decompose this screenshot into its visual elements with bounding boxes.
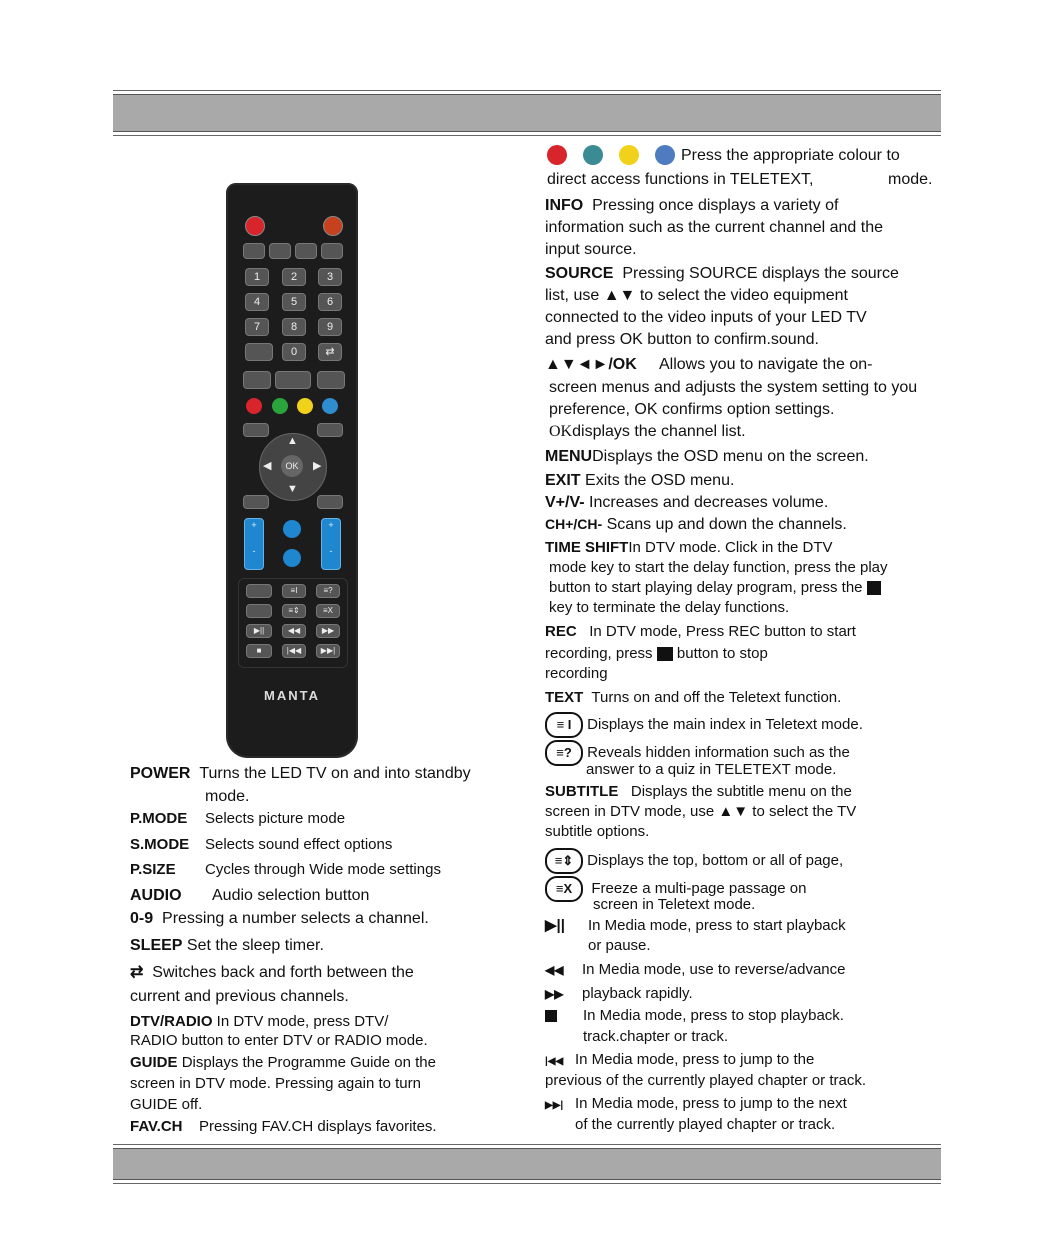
colour-desc-mode: mode. (888, 171, 933, 188)
reveal-desc: ≡? Reveals hidden information such as the (545, 740, 850, 766)
psize-desc: P.SIZE Cycles through Wide mode settings (130, 861, 441, 878)
function-key (246, 604, 272, 618)
rec-desc-cont: recording, press button to stop (545, 645, 768, 662)
arrow-up-icon: ▲ (287, 435, 298, 447)
guide-desc-cont: screen in DTV mode. Pressing again to turn (130, 1075, 421, 1092)
nav-desc-cont3: OKdisplays the channel list. (549, 423, 746, 440)
num-key-0: 0 (282, 343, 306, 361)
play-pause-icon: ▶|| (545, 917, 565, 934)
num-key-5: 5 (282, 293, 306, 311)
cyan-dot-icon (583, 145, 603, 165)
teletext-size-icon: ≡⇕ (545, 848, 583, 874)
fast-forward-icon: ▶▶ (545, 987, 564, 1001)
previous-icon: |◀◀ (545, 1056, 564, 1067)
forward-desc: ▶▶ playback rapidly. (545, 985, 693, 1002)
smode-desc: S.MODE Selects sound effect options (130, 836, 393, 853)
stop-icon (545, 1010, 557, 1022)
play-desc-cont: or pause. (588, 937, 651, 954)
header-bar (113, 94, 941, 132)
info-desc-cont: information such as the current channel and the (545, 219, 883, 236)
audio-desc: AUDIO Audio selection button (130, 887, 370, 904)
teletext-size-icon: ≡⇕ (282, 604, 306, 618)
sleep-desc: SLEEP Set the sleep timer. (130, 937, 324, 954)
fav-desc: FAV.CH Pressing FAV.CH displays favorites. (130, 1118, 437, 1135)
num-key-1: 1 (245, 268, 269, 286)
nav-desc-cont: screen menus and adjusts the system setting to you (549, 379, 918, 396)
text-desc: TEXT Turns on and off the Teletext function. (545, 689, 842, 706)
yellow-key-icon (297, 398, 313, 414)
guide-desc-cont2: GUIDE off. (130, 1096, 203, 1113)
num-key-6: 6 (318, 293, 342, 311)
volume-desc: V+/V- Increases and decreases volume. (545, 494, 829, 511)
mute-button-icon (323, 216, 343, 236)
yellow-dot-icon (619, 145, 639, 165)
previous-desc-cont: previous of the currently played chapter or track. (545, 1072, 866, 1089)
recall-desc: ⇄ Switches back and forth between the (130, 964, 414, 981)
next-icon: ▶▶| (316, 644, 340, 658)
brand-logo: MANTA (264, 688, 320, 703)
fast-forward-icon: ▶▶ (316, 624, 340, 638)
previous-icon: |◀◀ (282, 644, 306, 658)
function-key (275, 371, 311, 389)
footer-bar (113, 1148, 941, 1180)
stop-icon: ■ (246, 644, 272, 658)
timeshift-desc-cont: mode key to start the delay function, press the play (549, 559, 888, 576)
function-key-icon (283, 549, 301, 567)
function-key (295, 243, 317, 259)
teletext-index-icon: ≡I (282, 584, 306, 598)
power-desc: POWER Turns the LED TV on and into standby (130, 765, 471, 782)
timeshift-desc-cont3: key to terminate the delay functions. (549, 599, 790, 616)
teletext-reveal-icon: ≡? (316, 584, 340, 598)
channel-desc: CH+/CH- Scans up and down the channels. (545, 516, 847, 533)
num-key-8: 8 (282, 318, 306, 336)
nav-desc: ▲▼◄►/OK Allows you to navigate the on- (545, 356, 873, 373)
timeshift-desc-cont2: button to start playing delay program, press the (549, 578, 881, 598)
colour-desc: Press the appropriate colour to (681, 147, 900, 164)
num-key-7: 7 (245, 318, 269, 336)
rewind-icon: ◀◀ (545, 963, 564, 977)
ok-key: OK (281, 455, 303, 477)
colour-desc-cont: direct access functions in TELETEXT, (547, 171, 814, 188)
teletext-hold-icon: ≡X (545, 876, 583, 902)
num-key-2: 2 (282, 268, 306, 286)
info-desc-cont2: input source. (545, 241, 637, 258)
numbers-desc: 0-9 Pressing a number selects a channel. (130, 910, 429, 927)
timeshift-desc: TIME SHIFTIn DTV mode. Click in the DTV (545, 539, 833, 556)
play-pause-icon: ▶|| (246, 624, 272, 638)
hold-desc-cont: screen in Teletext mode. (593, 896, 756, 913)
arrow-down-icon: ▼ (287, 483, 298, 495)
menu-desc: MENUDisplays the OSD menu on the screen. (545, 448, 869, 465)
teletext-hold-icon: ≡X (316, 604, 340, 618)
subtitle-desc-cont2: subtitle options. (545, 823, 650, 840)
num-key-9: 9 (318, 318, 342, 336)
power-button-icon (245, 216, 265, 236)
stop-desc: In Media mode, press to stop playback. (545, 1006, 557, 1026)
blue-key-icon (322, 398, 338, 414)
recall-desc-cont: current and previous channels. (130, 988, 349, 1005)
teletext-reveal-icon: ≡? (545, 740, 583, 766)
rewind-desc: ◀◀ In Media mode, use to reverse/advance (545, 961, 846, 978)
arrow-right-icon: ▶ (313, 460, 322, 472)
function-key (245, 343, 273, 361)
red-dot-icon (547, 145, 567, 165)
pmode-desc: P.MODE Selects picture mode (130, 810, 346, 827)
menu-key (243, 423, 269, 437)
nav-desc-cont2: preference, OK confirms option settings. (549, 401, 835, 418)
function-key (317, 371, 345, 389)
next-desc-cont: of the currently played chapter or track. (575, 1116, 836, 1133)
channel-rocker: + - (321, 518, 341, 570)
source-desc-cont2: connected to the video inputs of your LED TV (545, 309, 867, 326)
next-icon: ▶▶| (545, 1100, 564, 1111)
dtv-desc: DTV/RADIO In DTV mode, press DTV/ (130, 1013, 389, 1030)
subtitle-desc-cont: screen in DTV mode, use ▲▼ to select the TV (545, 803, 857, 820)
index-desc: ≡ I Displays the main index in Teletext mode. (545, 712, 863, 738)
teletext-index-icon: ≡ I (545, 712, 583, 738)
arrow-left-icon: ◀ (263, 460, 272, 472)
exit-desc: EXIT Exits the OSD menu. (545, 472, 735, 489)
subtitle-desc: SUBTITLE Displays the subtitle menu on the (545, 783, 852, 800)
info-desc: INFO Pressing once displays a variety of (545, 197, 839, 214)
stop-square-icon (657, 647, 673, 661)
recall-icon: ⇄ (130, 964, 144, 981)
source-desc: SOURCE Pressing SOURCE displays the source (545, 265, 899, 282)
previous-desc: |◀◀ In Media mode, press to jump to the (545, 1051, 815, 1068)
rec-desc-cont2: recording (545, 665, 608, 682)
play-desc: ▶|| In Media mode, press to start playback (545, 917, 846, 934)
function-key (243, 495, 269, 509)
remote-control-illustration (226, 183, 358, 758)
info-key-icon (283, 520, 301, 538)
source-desc-cont3: and press OK button to confirm.sound. (545, 331, 819, 348)
reveal-desc-cont: answer to a quiz in TELETEXT mode. (586, 761, 837, 778)
size-desc: ≡⇕ Displays the top, bottom or all of page, (545, 848, 843, 874)
power-desc-cont: mode. (205, 788, 250, 805)
hold-desc: ≡X Freeze a multi-page passage on (545, 876, 806, 902)
function-key (321, 243, 343, 259)
rec-desc: REC In DTV mode, Press REC button to start (545, 623, 856, 640)
num-key-3: 3 (318, 268, 342, 286)
stop-desc-cont: track.chapter or track. (583, 1028, 729, 1045)
recall-key-icon: ⇄ (318, 343, 342, 361)
green-key-icon (272, 398, 288, 414)
blue-dot-icon (655, 145, 675, 165)
exit-key (317, 423, 343, 437)
volume-rocker: + - (244, 518, 264, 570)
function-key (317, 495, 343, 509)
source-desc-cont: list, use ▲▼ to select the video equipment (545, 287, 848, 304)
function-key (246, 584, 272, 598)
next-desc: ▶▶| In Media mode, press to jump to the next (545, 1095, 847, 1112)
num-key-4: 4 (245, 293, 269, 311)
function-key (243, 371, 271, 389)
rewind-icon: ◀◀ (282, 624, 306, 638)
function-key (269, 243, 291, 259)
stop-square-icon (867, 581, 881, 595)
red-key-icon (246, 398, 262, 414)
dtv-desc-cont: RADIO button to enter DTV or RADIO mode. (130, 1032, 428, 1049)
guide-desc: GUIDE Displays the Programme Guide on the (130, 1054, 436, 1071)
function-key (243, 243, 265, 259)
